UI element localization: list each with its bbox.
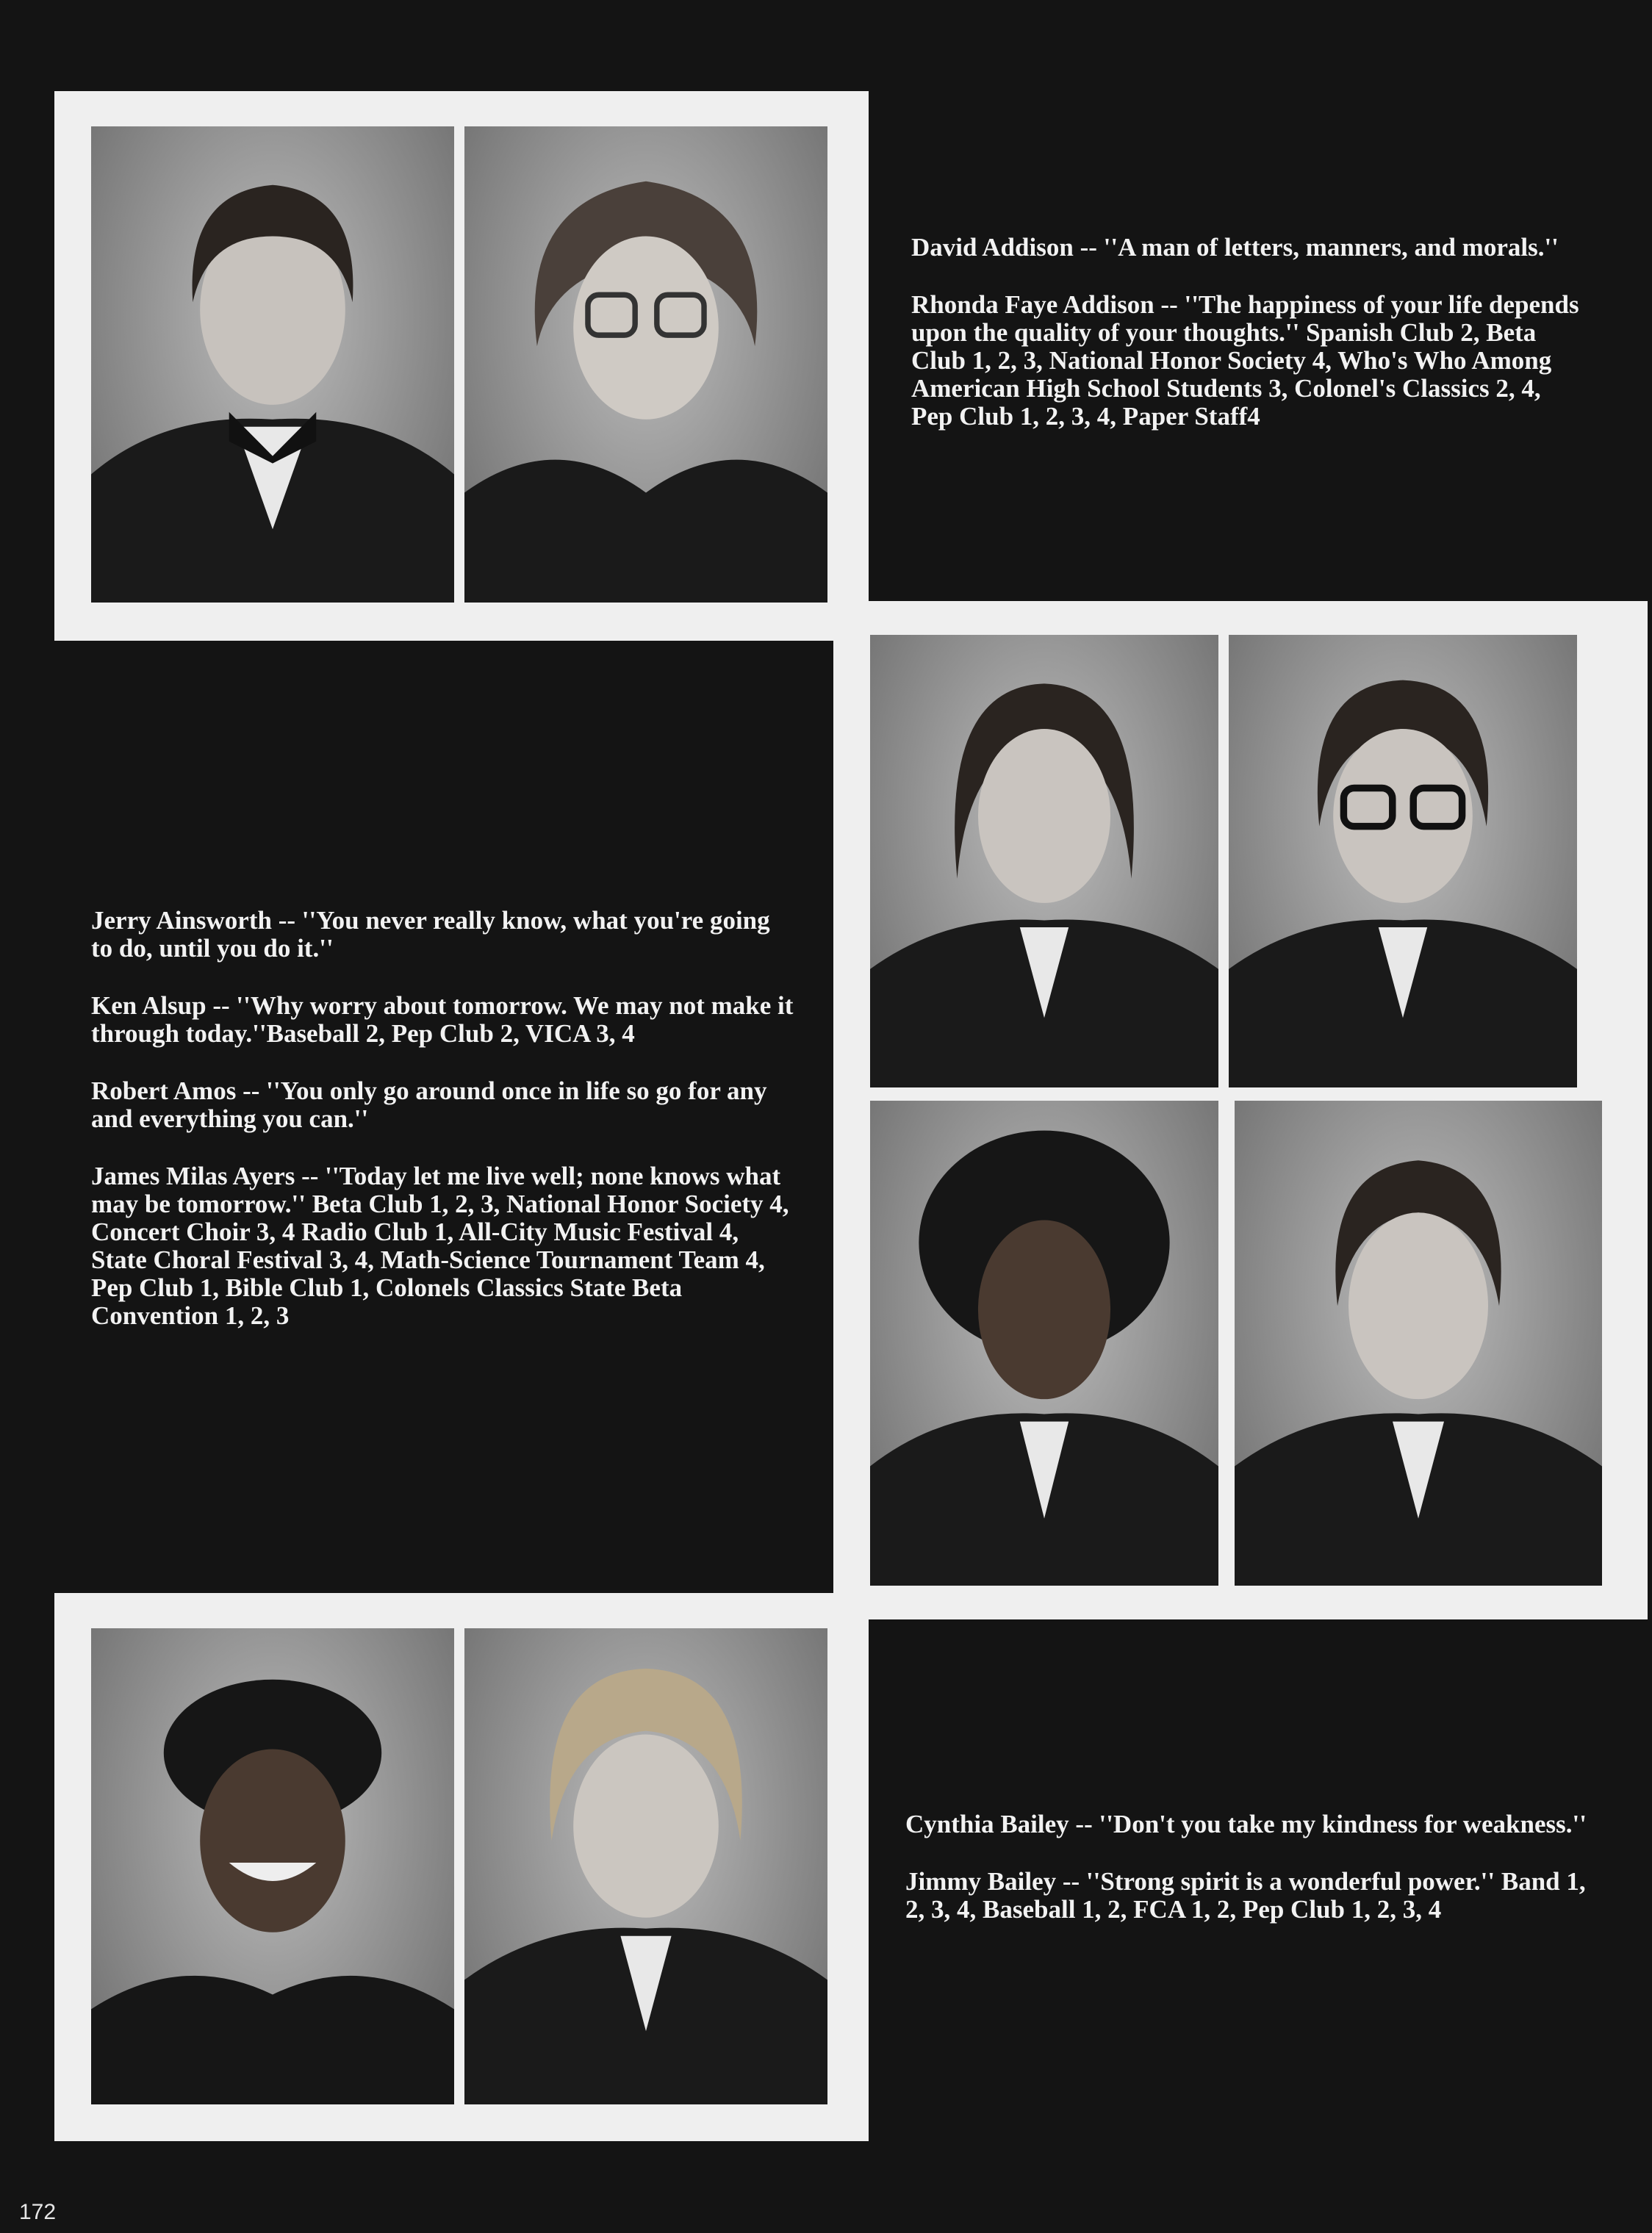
portrait-rhonda-faye-addison	[464, 126, 827, 603]
portrait-jimmy-bailey	[464, 1628, 827, 2104]
entry-quote: ''A man of letters, manners, and morals.''	[1103, 233, 1559, 262]
text-block-top	[911, 234, 1587, 460]
name-separator: --	[236, 1076, 267, 1105]
portrait-david-addison	[91, 126, 454, 603]
entry-name: Jerry Ainsworth	[91, 906, 272, 935]
entry-robert-amos	[91, 1077, 797, 1133]
entry-activities: Baseball 2, Pep Club 2, VICA 3, 4	[266, 1019, 635, 1048]
portrait-jerry-ainsworth	[870, 635, 1218, 1087]
entry-quote: ''You only go around once in life so go for any and everything you can.''	[91, 1076, 767, 1133]
entry-rhonda-faye-addison	[911, 291, 1587, 431]
portrait-cynthia-bailey	[91, 1628, 454, 2104]
name-separator: --	[1056, 1867, 1086, 1896]
name-separator: --	[206, 991, 237, 1020]
entry-quote: ''Today let me live well; none knows what may be tomorrow.''	[91, 1162, 781, 1218]
entry-name: Rhonda Faye Addison	[911, 290, 1154, 319]
entry-james-milas-ayers	[91, 1162, 797, 1330]
entry-ken-alsup	[91, 992, 797, 1048]
entry-cynthia-bailey	[905, 1811, 1589, 1838]
portrait-james-milas-ayers	[1235, 1101, 1602, 1586]
entry-david-addison	[911, 234, 1587, 262]
entry-activities: Beta Club 1, 2, 3, National Honor Society 4, Concert Choir 3, 4 Radio Club 1, All-City Music Festival 4, State Choral Festival 3, 4, Math-Science Tournament Team 4, Pep Club 1, Bible Club 1, Colonels Classics State Beta Convention 1, 2, 3	[91, 1190, 789, 1330]
entry-activities: Band 1, 2, 3, 4, Baseball 1, 2, FCA 1, 2, Pep Club 1, 2, 3, 4	[905, 1867, 1586, 1924]
page-number: 172	[19, 2200, 57, 2224]
entry-name: Robert Amos	[91, 1076, 237, 1105]
entry-name: David Addison	[911, 233, 1074, 262]
text-block-bottom	[905, 1811, 1589, 1953]
name-separator: --	[1154, 290, 1185, 319]
name-separator: --	[271, 906, 302, 935]
entry-jimmy-bailey	[905, 1868, 1589, 1924]
text-block-middle	[91, 907, 797, 1359]
entry-quote: ''The happiness of your life depends upon the quality of your thoughts.''	[911, 290, 1579, 347]
entry-name: Jimmy Bailey	[905, 1867, 1057, 1896]
entry-name: James Milas Ayers	[91, 1162, 295, 1190]
entry-quote: ''Why worry about tomorrow. We may not make it through today.''	[91, 991, 794, 1048]
entry-jerry-ainsworth	[91, 907, 797, 963]
portrait-ken-alsup	[1229, 635, 1577, 1087]
entry-name: Ken Alsup	[91, 991, 206, 1020]
entry-quote: ''Don't you take my kindness for weakness.''	[1099, 1810, 1587, 1838]
entry-name: Cynthia Bailey	[905, 1810, 1069, 1838]
portrait-robert-amos	[870, 1101, 1218, 1586]
entry-quote: ''You never really know, what you're going to do, until you do it.''	[91, 906, 770, 963]
name-separator: --	[1073, 233, 1104, 262]
name-separator: --	[295, 1162, 326, 1190]
entry-activities: Spanish Club 2, Beta Club 1, 2, 3, National Honor Society 4, Who's Who Among American High School Students 3, Colonel's Classics 2, 4, Pep Club 1, 2, 3, 4, Paper Staff4	[911, 318, 1552, 431]
entry-quote: ''Strong spirit is a wonderful power.''	[1085, 1867, 1495, 1896]
name-separator: --	[1069, 1810, 1099, 1838]
